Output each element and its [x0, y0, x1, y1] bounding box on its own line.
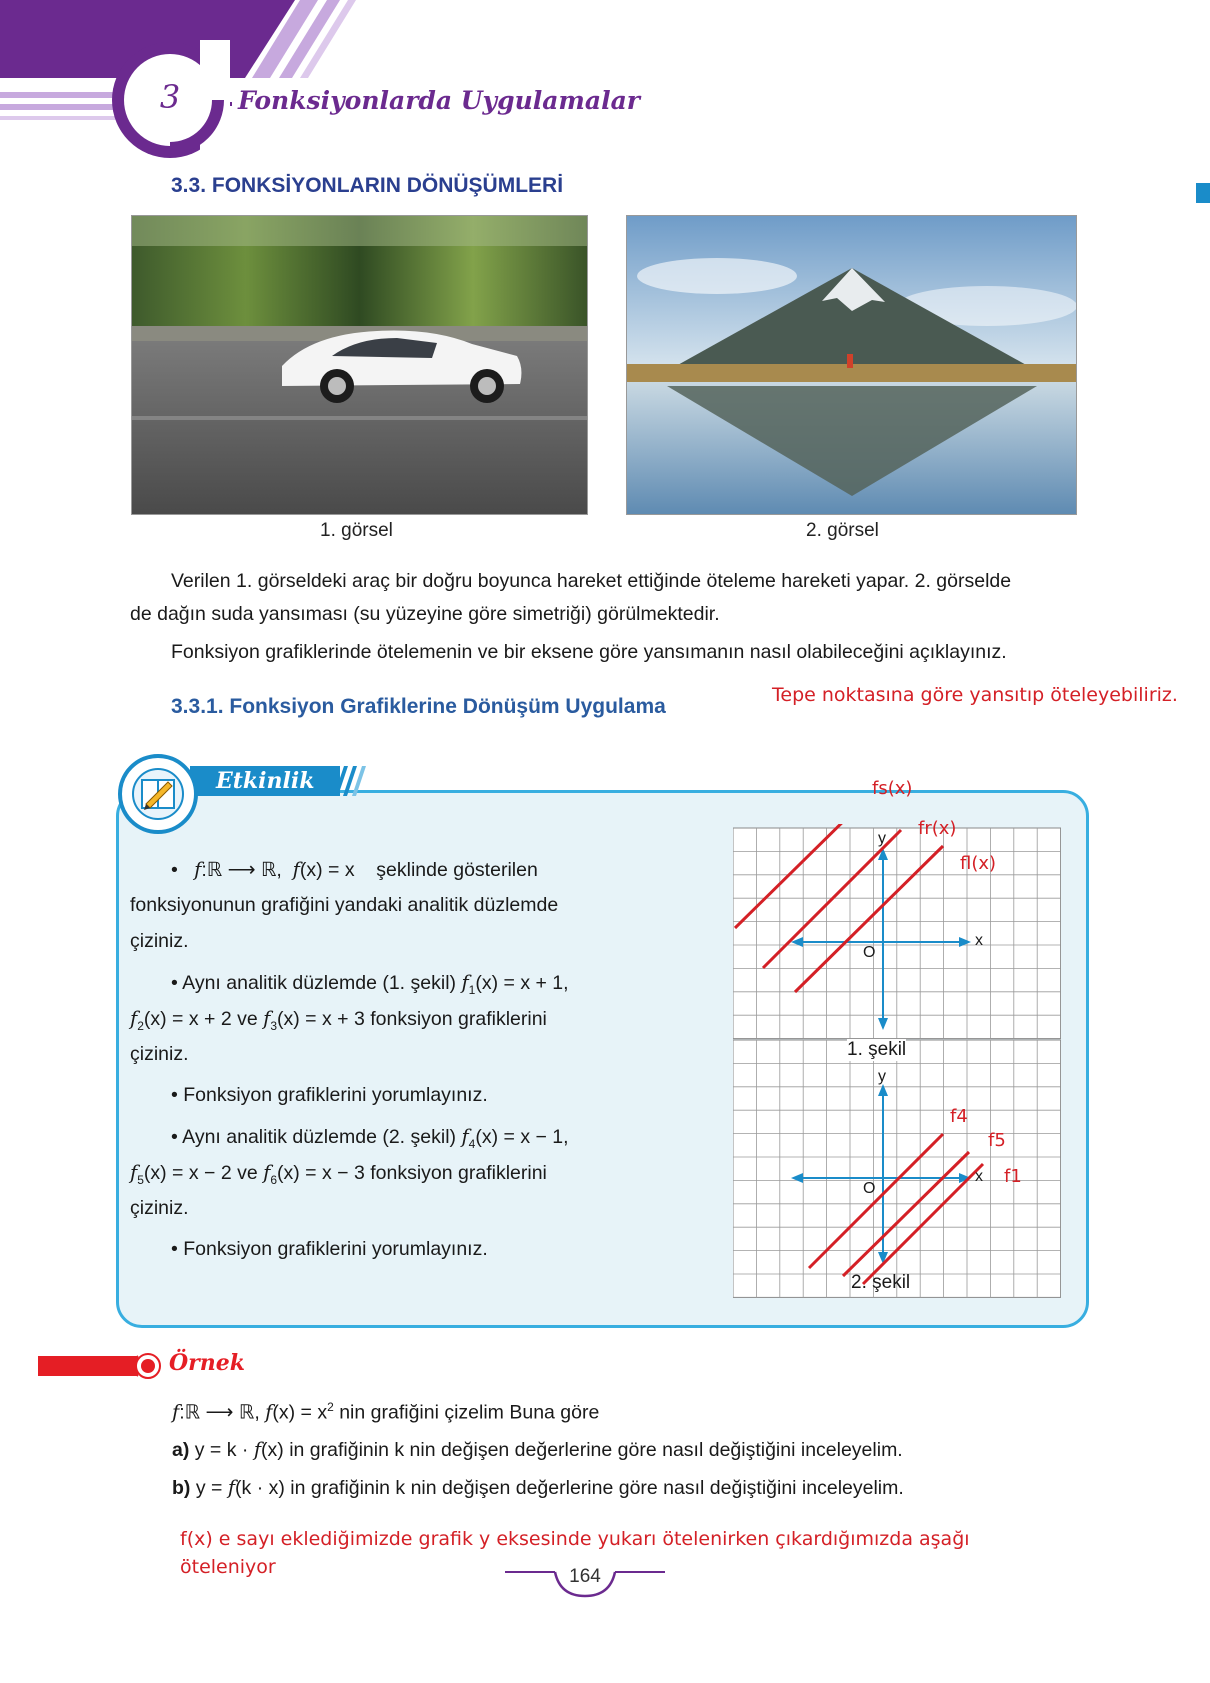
- label-fl: fl(x): [960, 853, 997, 874]
- bullet-2-f2-sub: 2: [137, 1018, 144, 1033]
- bullet-2-lead: • Aynı analitik düzlemde (1. şekil): [171, 972, 457, 994]
- ornek-def: (x) = x: [272, 1401, 328, 1424]
- bullet-2-f3-def: (x) = x + 3 fonksiyon grafiklerini: [277, 1008, 547, 1030]
- ornek-b-text-1: y =: [190, 1477, 228, 1499]
- bullet-4-f5-sub: 5: [137, 1172, 144, 1187]
- ornek-item-b: [172, 1476, 904, 1500]
- bullet-2-line-3: çiziniz.: [130, 1043, 189, 1065]
- bullet-4-f6: f: [263, 1161, 271, 1184]
- ornek-b-f: f: [227, 1476, 236, 1499]
- ornek-item-a: [172, 1438, 903, 1462]
- bullet-4-line-2: [130, 1156, 547, 1197]
- label-fs: fs(x): [872, 778, 913, 799]
- bullet-4-f5: f: [130, 1161, 138, 1184]
- chapter-number: 3: [159, 78, 181, 116]
- bullet-5: • Fonksiyon grafiklerini yorumlayınız.: [171, 1238, 488, 1260]
- bullet-4-f6-sub: 6: [270, 1172, 278, 1187]
- bullet-1-domain: :ℝ ⟶ ℝ,: [201, 859, 282, 881]
- intro-paragraph-line-2: de dağın suda yansıması (su yüzeyine göre simetriği) görülmektedir.: [130, 603, 720, 625]
- ornek-a-text-1: y = k ·: [189, 1439, 254, 1461]
- ornek-a-label: a): [172, 1439, 190, 1461]
- ornek-line-1-tail: nin grafiğini çizelim Buna göre: [333, 1401, 600, 1424]
- bullet-4-line-1: [171, 1120, 569, 1161]
- ornek-f: f: [172, 1400, 180, 1424]
- bullet-2-f2-def: (x) = x + 2 ve: [143, 1008, 258, 1030]
- handwritten-answer-top: Tepe noktasına göre yansıtıp öteleyebiliriz.: [772, 684, 1178, 706]
- handwritten-answer-bottom-line-2: öteleniyor: [180, 1556, 276, 1578]
- etkinlik-badge: [118, 754, 198, 834]
- grid-2-caption: 2. şekil: [851, 1272, 911, 1293]
- pencil-book-icon: [134, 770, 182, 818]
- grid-1-x-label: x: [975, 932, 983, 949]
- ornek-f2: f: [265, 1400, 273, 1424]
- ornek-a-text-2: (x) in grafiğinin k nin değişen değerlerine göre nasıl değiştiğini inceleyelim.: [261, 1439, 903, 1461]
- image-caption-2: 2. görsel: [806, 520, 879, 541]
- bullet-4-line-3: çiziniz.: [130, 1197, 189, 1219]
- bullet-2-f3: f: [263, 1007, 271, 1030]
- intro-paragraph-2: Fonksiyon grafiklerinde ötelemenin ve bir eksene göre yansımanın nasıl olabileceğini açıklayınız.: [171, 641, 1007, 663]
- bullet-2-f1: f: [461, 971, 469, 994]
- bullet-1-definition: (x) = x: [299, 859, 355, 881]
- bullet-1-math-f: f: [194, 858, 202, 881]
- grid-2-origin: O: [863, 1180, 876, 1197]
- bullet-1-line-2: fonksiyonunun grafiğini yandaki analitik düzlemde: [130, 894, 559, 916]
- bullet-1-tail: şeklinde gösterilen: [376, 859, 538, 881]
- ornek-target-icon: [132, 1352, 164, 1380]
- bullet-4-f4-def: (x) = x − 1,: [475, 1126, 569, 1148]
- etkinlik-label: Etkinlik: [190, 766, 340, 796]
- grid-1-origin: O: [863, 944, 876, 961]
- grid-2-y-label: y: [878, 1068, 886, 1085]
- side-tab-marker: [1196, 183, 1210, 203]
- bullet-1-dot: •: [171, 859, 178, 881]
- bullet-1-math-f2: f: [292, 858, 300, 881]
- bullet-1-line-3: çiziniz.: [130, 930, 189, 952]
- bullet-4-f4-sub: 4: [468, 1136, 476, 1151]
- bullet-4-f5-def: (x) = x − 2 ve: [143, 1162, 258, 1184]
- ornek-label: Örnek: [169, 1350, 245, 1376]
- handwritten-answer-bottom-line-1: f(x) e sayı eklediğimizde grafik y eksesinde yukarı ötelenirken çıkardığımızda aşağı: [180, 1528, 970, 1550]
- chapter-title: Fonksiyonlarda Uygulamalar: [238, 86, 640, 115]
- ornek-bar: [38, 1356, 138, 1376]
- ornek-line-1: [172, 1400, 599, 1425]
- bullet-3: • Fonksiyon grafiklerini yorumlayınız.: [171, 1084, 488, 1106]
- bullet-2-f1-def: (x) = x + 1,: [475, 972, 569, 994]
- grid-lines: [733, 828, 1061, 1297]
- ornek-b-label: b): [172, 1477, 191, 1499]
- page-number: 164: [569, 1566, 601, 1587]
- etkinlik-badge-inner: [132, 768, 184, 820]
- label-f5: f5: [988, 1130, 1006, 1151]
- label-f1: f1: [1004, 1166, 1022, 1187]
- grid-2-x-label: x: [975, 1168, 983, 1185]
- grid-1-y-label: y: [878, 830, 886, 847]
- bullet-2-line-1: [171, 966, 569, 1007]
- bullet-2-line-2: [130, 1002, 547, 1043]
- subsection-title: 3.3.1. Fonksiyon Grafiklerine Dönüşüm Uygulama: [171, 695, 666, 718]
- intro-paragraph-line-1: Verilen 1. görseldeki araç bir doğru boyunca hareket ettiğinde öteleme hareketi yapar. 2. görselde: [171, 570, 1012, 592]
- coordinate-grids: [733, 824, 1061, 1300]
- section-title: 3.3. FONKSİYONLARIN DÖNÜŞÜMLERİ: [171, 174, 564, 197]
- bullet-4-f4: f: [461, 1125, 469, 1148]
- bullet-1-line-1: [171, 853, 611, 887]
- label-fr: fr(x): [918, 818, 957, 839]
- ornek-a-f: f: [253, 1438, 262, 1461]
- label-f4: f4: [950, 1106, 968, 1127]
- ornek-b-text-2: (k · x) in grafiğinin k nin değişen değerlerine göre nasıl değiştiğini inceleyelim.: [235, 1477, 904, 1499]
- car-photo: [131, 215, 588, 515]
- ornek-sup: 2: [327, 1400, 334, 1414]
- image-caption-1: 1. görsel: [320, 520, 393, 541]
- bullet-4-f6-def: (x) = x − 3 fonksiyon grafiklerini: [277, 1162, 547, 1184]
- bullet-2-f1-sub: 1: [468, 982, 476, 997]
- bullet-4-lead: • Aynı analitik düzlemde (2. şekil): [171, 1126, 457, 1148]
- bullet-2-f2: f: [130, 1007, 138, 1030]
- grid-1-caption: 1. şekil: [847, 1039, 907, 1060]
- mountain-photo: [626, 215, 1077, 515]
- bullet-2-f3-sub: 3: [270, 1018, 278, 1033]
- ornek-domain: :ℝ ⟶ ℝ,: [179, 1401, 260, 1424]
